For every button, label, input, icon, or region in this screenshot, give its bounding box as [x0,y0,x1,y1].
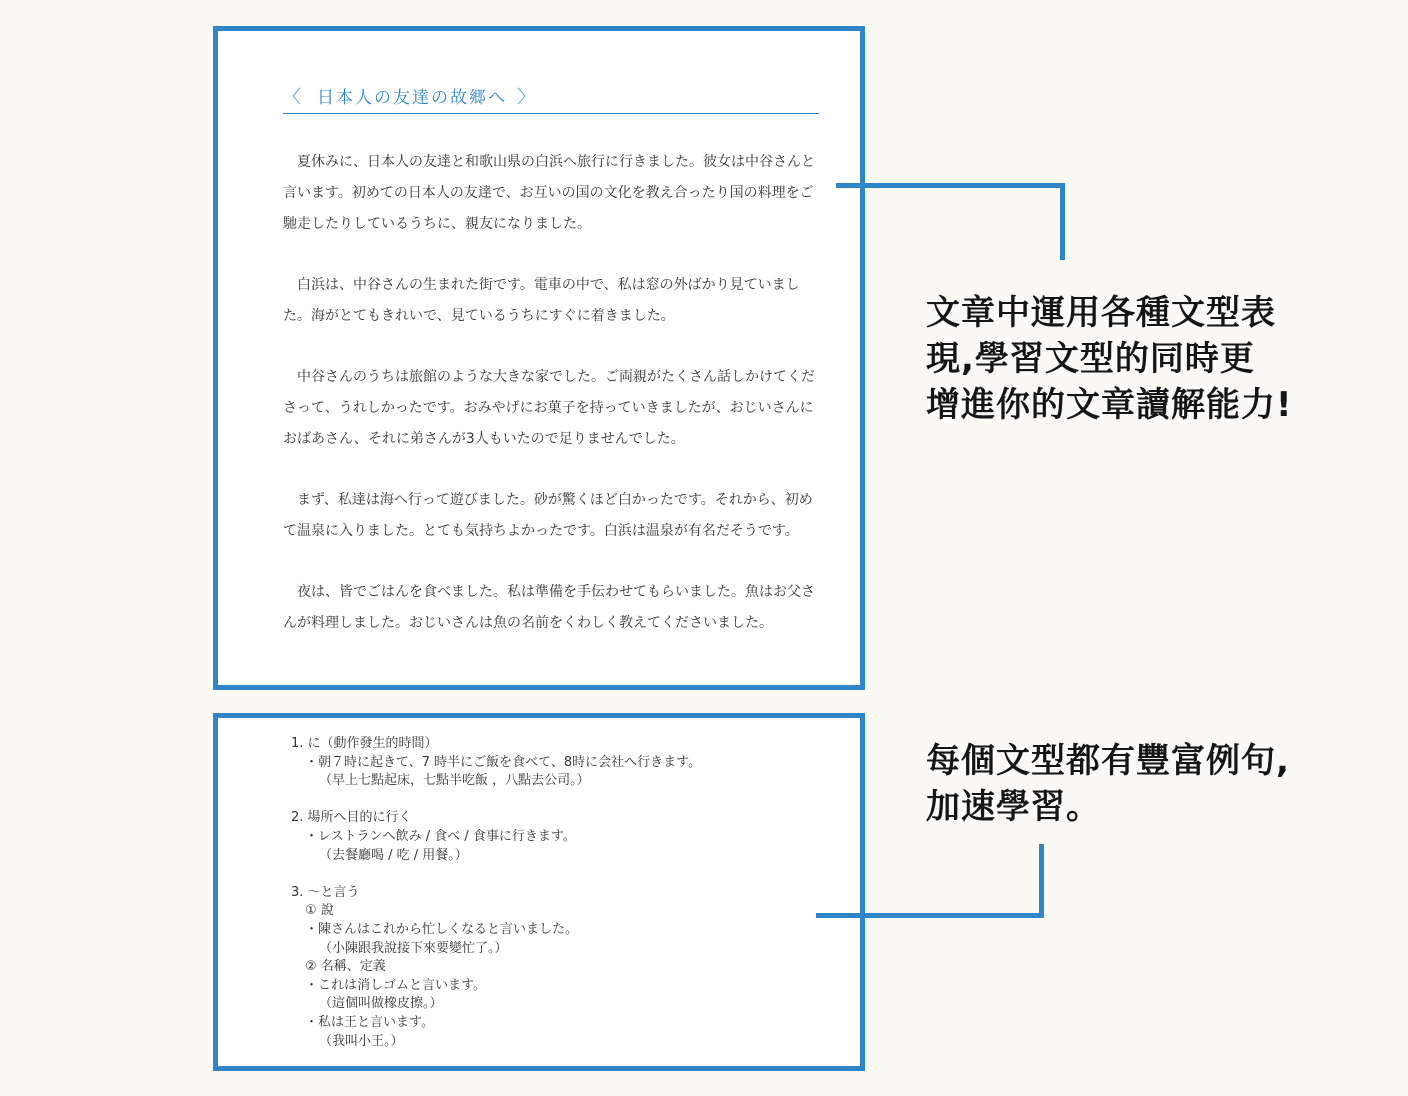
example-translation: （去餐廳喝 / 吃 / 用餐。） [319,847,468,863]
pattern-heading: 2. 場所へ目的に行く [291,810,412,826]
article-paragraph: 中谷さんのうちは旅館のような大きな家でした。ご両親がたくさん話しかけてくださって、うれしかったです。おみやげにお菓子を持っていきましたが、おじいさんにおばあさん、それに弟さんが3人もいたので足りませんでした。 [283,369,815,447]
article-paragraph: 夏休みに、日本人の友達と和歌山県の白浜へ旅行に行きました。彼女は中谷さんと言います。初めての日本人の友達で、お互いの国の文化を教え合ったり国の料理をご馳走したりしているうちに、親友になりました。 [283,154,815,232]
example-translation: （小陳跟我說接下來要變忙了。） [319,940,508,956]
caption-line: 加速學習。 [926,787,1101,827]
spacer [291,791,851,810]
connector-line-bottom-vertical [1039,844,1044,918]
example-sentence: ・陳さんはこれから忙しくなると言いました。 [305,921,579,937]
article-title-row [283,83,819,114]
spacer [291,865,851,884]
example-list [291,735,851,1051]
connector-line-bottom-horizontal [816,913,1044,918]
pattern-heading: 1. に（動作發生的時間） [291,736,438,751]
example-sentence: ・レストランへ飲み / 食べ / 食事に行きます。 [305,828,576,844]
article-paragraph: 白浜は、中谷さんの生まれた街です。電車の中で、私は窓の外ばかり見ていました。海がとてもきれいで、見ているうちにすぐに着きました。 [283,277,800,324]
article-panel [213,26,865,690]
caption-line: 文章中運用各種文型表 [926,293,1276,333]
example-translation: （早上七點起床，七點半吃飯 ，八點去公司。） [319,773,590,789]
example-sentence: ・これは消しゴムと言います。 [305,977,486,993]
connector-line-top-horizontal [836,183,1065,188]
article-paragraph: 夜は、皆でごはんを食べました。私は準備を手伝わせてもらいました。魚はお父さんが料理しました。おじいさんは魚の名前をくわしく教えてくださいました。 [283,584,815,631]
left-bracket-icon: 〈 [283,87,303,108]
feature-caption-examples [926,738,1290,830]
pattern-subheading: ① 說 [305,903,334,919]
pattern-heading: 3. ～と言う [291,884,360,900]
examples-panel [213,713,865,1071]
example-sentence: ・私は王と言います。 [305,1014,434,1030]
pattern-subheading: ② 名稱、定義 [305,959,386,975]
caption-line: 現,學習文型的同時更 [926,339,1255,379]
article-title: 日本人の友達の故郷へ [317,88,507,108]
caption-line: 每個文型都有豐富例句, [926,741,1290,781]
example-translation: （這個叫做橡皮擦。） [319,996,443,1012]
connector-line-top-vertical [1060,183,1065,260]
caption-line: 增進你的文章讀解能力! [926,385,1293,425]
article-paragraph: まず、私達は海へ行って遊びました。砂が驚くほど白かったです。それから、初めて温泉に入りました。とても気持ちよかったです。白浜は温泉が有名だそうです。 [283,492,813,539]
example-translation: （我叫小王。） [319,1033,404,1049]
example-sentence: ・朝７時に起きて、7 時半にご飯を食べて、8時に会社へ行きます。 [305,754,702,770]
right-bracket-icon: 〉 [517,87,537,108]
feature-caption-reading [926,290,1293,428]
